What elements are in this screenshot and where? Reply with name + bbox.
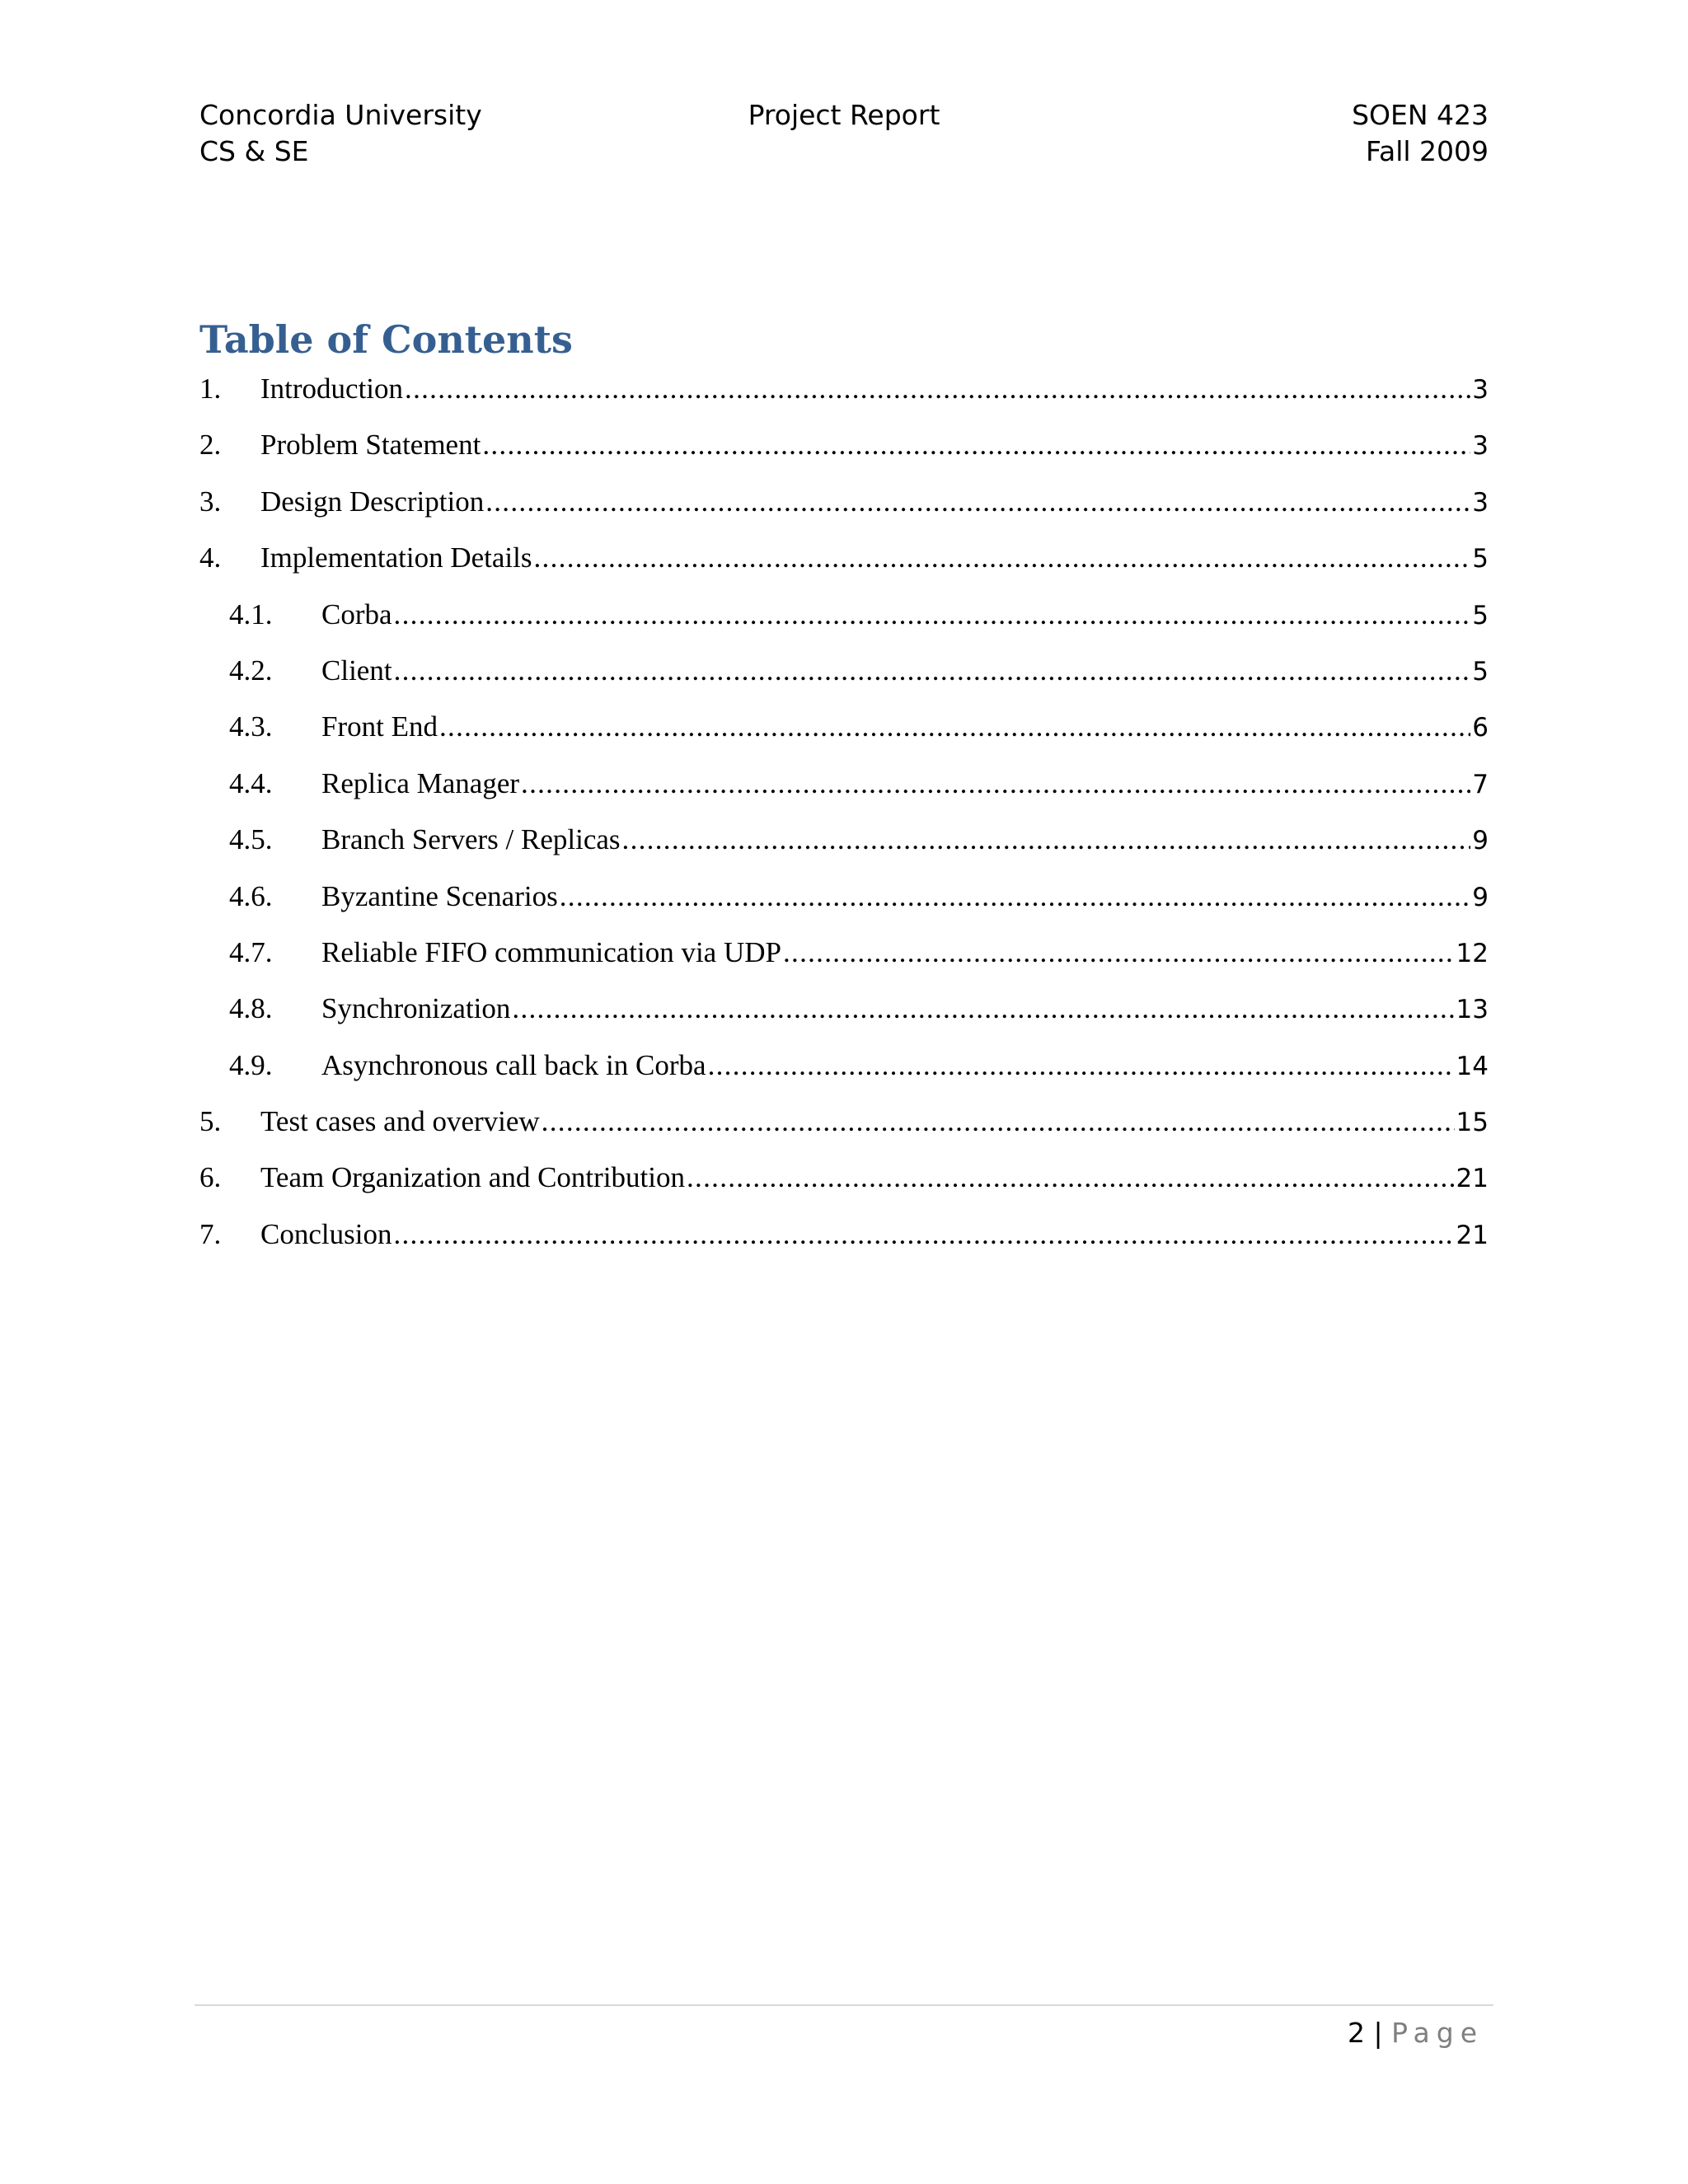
toc-entry-label: Problem Statement [260,429,481,462]
toc-entry-page: 12 [1456,938,1489,968]
toc-dot-leader [521,762,1470,805]
toc-entry-label: Corba [321,598,392,630]
toc-entry-number: 2. [199,429,222,462]
toc-entry-number: 6. [199,1161,222,1194]
toc-dot-leader [485,480,1470,523]
toc-dot-leader [393,1213,1454,1256]
toc-entry-corba[interactable] [199,593,1489,649]
toc-entry-page: 3 [1472,487,1489,518]
toc-entry-page: 15 [1456,1108,1489,1138]
toc-entry-number: 4.6. [229,879,273,912]
toc-entry-page: 9 [1472,826,1489,856]
toc-entry-number: 4.5. [229,823,273,856]
toc-entry-label: Test cases and overview [260,1105,540,1138]
header-department: CS & SE [199,135,309,167]
toc-entry-page: 14 [1456,1051,1489,1081]
toc-entry-problem-statement[interactable] [199,424,1489,480]
toc-dot-leader [560,875,1471,918]
toc-entry-page: 7 [1472,769,1489,799]
toc-entry-label: Conclusion [260,1217,392,1250]
page-footer [1348,2013,1484,2054]
toc-entry-implementation-details[interactable] [199,537,1489,593]
toc-entry-label: Client [321,654,392,687]
toc-entry-number: 4.3. [229,710,273,743]
toc-dot-leader [783,931,1455,974]
toc-entry-number: 4. [199,541,222,574]
toc-entry-page: 3 [1472,375,1489,405]
toc-entry-label: Implementation Details [260,541,532,574]
toc-dot-leader [708,1044,1455,1087]
toc-entry-page: 21 [1456,1220,1489,1250]
toc-entry-label: Byzantine Scenarios [321,879,558,912]
header-university: Concordia University [199,99,482,131]
toc-entry-page: 13 [1456,995,1489,1025]
toc-entry-number: 4.1. [229,598,273,630]
toc-entry-page: 6 [1472,713,1489,743]
toc-dot-leader [512,987,1454,1030]
toc-entry-page: 5 [1472,544,1489,574]
toc-entry-number: 5. [199,1105,222,1138]
toc-entry-number: 4.9. [229,1048,273,1081]
header-right [1352,97,1489,170]
footer-page-number: 2 [1347,2017,1365,2049]
toc-entry-label: Replica Manager [321,766,520,799]
toc-entry-byzantine-scenarios[interactable] [199,875,1489,931]
toc-entry-label: Branch Servers / Replicas [321,823,621,856]
toc-dot-leader [534,537,1471,579]
toc-entry-page: 5 [1472,656,1489,687]
toc-entry-test-cases[interactable] [199,1100,1489,1156]
toc-entry-replica-manager[interactable] [199,762,1489,818]
toc-entry-label: Reliable FIFO communication via UDP [321,935,781,968]
toc-dot-leader [405,368,1470,410]
header-course: SOEN 423 [1352,99,1489,131]
toc-entry-team-organization[interactable] [199,1156,1489,1212]
toc-entry-number: 4.4. [229,766,273,799]
toc-entry-introduction[interactable] [199,368,1489,424]
toc-entry-label: Team Organization and Contribution [260,1161,685,1194]
toc-dot-leader [394,593,1471,636]
toc-entry-reliable-fifo[interactable] [199,931,1489,987]
toc-entry-design-description[interactable] [199,480,1489,537]
toc-entry-label: Front End [321,710,438,743]
footer-page-label: Page [1391,2017,1484,2049]
header-term: Fall 2009 [1366,135,1489,167]
toc-entry-page: 21 [1456,1164,1489,1194]
toc-entry-label: Introduction [260,373,404,405]
toc-dot-leader [542,1100,1455,1143]
toc-dot-leader [622,818,1471,861]
toc-entry-label: Synchronization [321,992,511,1025]
toc-entry-synchronization[interactable] [199,987,1489,1043]
toc-entry-conclusion[interactable] [199,1213,1489,1269]
toc-entry-async-callback[interactable] [199,1044,1489,1100]
header-center [199,97,1489,134]
toc-entry-number: 4.8. [229,992,273,1025]
toc-dot-leader [687,1156,1455,1199]
toc-entry-number: 3. [199,485,222,518]
header-doc-type: Project Report [748,99,940,131]
footer-separator: | [1373,2017,1383,2049]
toc-entry-page: 5 [1472,600,1489,630]
toc-title: Table of Contents [199,317,573,362]
toc-list [199,368,1489,1269]
toc-entry-client[interactable] [199,649,1489,705]
toc-entry-number: 4.2. [229,654,273,687]
toc-entry-label: Design Description [260,485,485,518]
toc-entry-number: 7. [199,1217,222,1250]
toc-entry-label: Asynchronous call back in Corba [321,1048,706,1081]
toc-entry-page: 9 [1472,882,1489,912]
page-header [199,97,1489,180]
footer-divider [195,2004,1493,2006]
toc-dot-leader [394,649,1471,692]
toc-entry-page: 3 [1472,431,1489,462]
toc-dot-leader [439,705,1470,748]
toc-entry-number: 1. [199,373,222,405]
toc-dot-leader [482,424,1470,466]
toc-entry-front-end[interactable] [199,705,1489,762]
toc-entry-branch-servers[interactable] [199,818,1489,874]
toc-entry-number: 4.7. [229,935,273,968]
